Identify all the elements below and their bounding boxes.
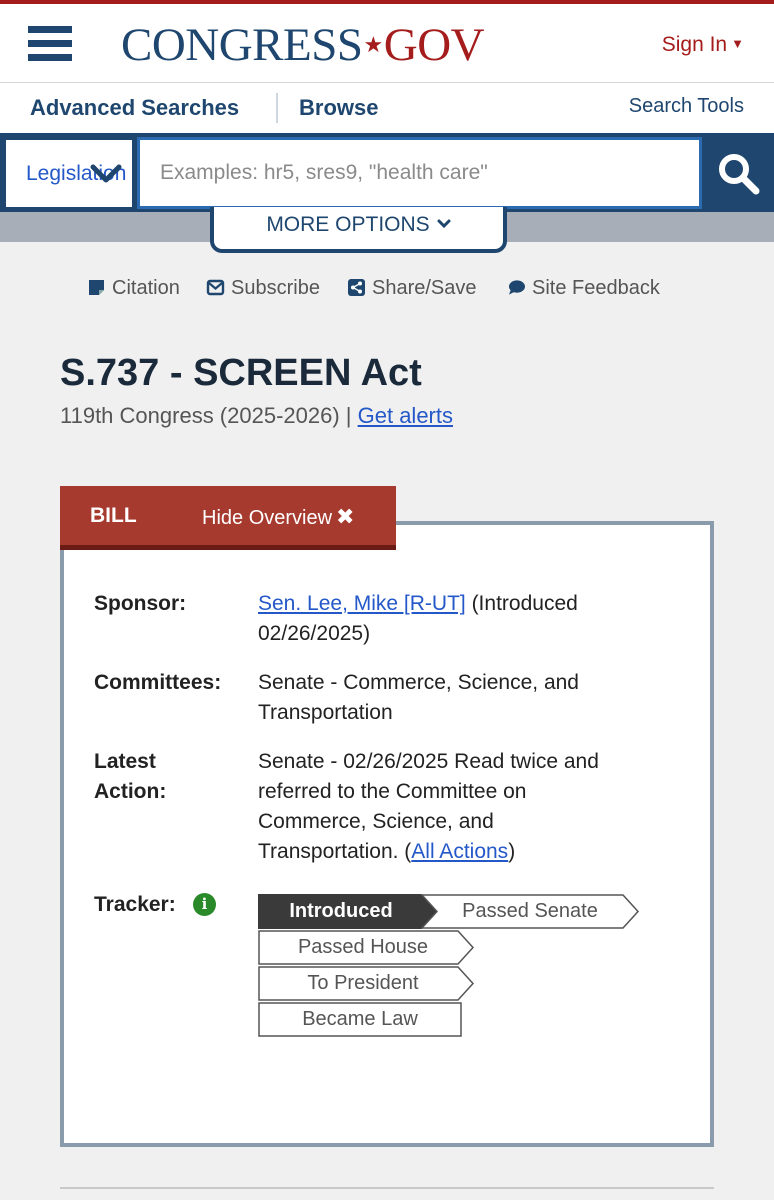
hide-overview-button[interactable]	[202, 504, 354, 530]
stage-to-president-label: To President	[307, 972, 419, 994]
citation-icon	[88, 279, 105, 296]
tracker-stage-became-law	[258, 1002, 462, 1037]
stage-introduced-label: Introduced	[289, 900, 393, 922]
tracker-stage-to-president	[258, 966, 478, 1001]
get-alerts-link[interactable]: Get alerts	[357, 403, 453, 428]
close-icon: ✖	[336, 504, 355, 529]
citation-link[interactable]	[88, 277, 180, 300]
latest-action-value	[258, 747, 678, 867]
chevron-down-icon	[437, 219, 451, 229]
comment-icon	[508, 279, 525, 296]
latest-action-label	[94, 747, 166, 807]
hide-overview-label: Hide Overview	[202, 507, 333, 529]
logo-gov: GOV	[383, 19, 485, 71]
bill-tab-label: BILL	[90, 504, 137, 527]
latest-close-paren: )	[508, 840, 516, 863]
tracker-label: Tracker:	[94, 893, 176, 916]
nav-divider	[276, 93, 278, 123]
committees-line-2: Transportation	[258, 701, 393, 724]
sub-navigation	[0, 83, 774, 133]
share-save-link[interactable]	[348, 277, 477, 300]
share-save-label: Share/Save	[372, 277, 477, 299]
top-header	[0, 0, 774, 83]
sponsor-label: Sponsor:	[94, 592, 187, 615]
logo-star: ★	[363, 32, 383, 57]
all-actions-link[interactable]: All Actions	[411, 840, 509, 863]
envelope-icon	[207, 279, 224, 296]
subtitle-separator: |	[339, 403, 358, 428]
more-options-label: MORE OPTIONS	[266, 213, 430, 236]
sign-in-button[interactable]	[662, 33, 744, 57]
site-feedback-link[interactable]	[508, 277, 660, 300]
sponsor-introduced: (Introduced	[465, 592, 578, 615]
committees-label: Committees:	[94, 671, 222, 694]
stage-became-law-label: Became Law	[302, 1008, 418, 1030]
info-icon[interactable]: i	[193, 893, 216, 916]
latest-line-1: Senate - 02/26/2025 Read twice and	[258, 750, 599, 773]
citation-label: Citation	[112, 277, 180, 299]
advanced-searches-link[interactable]: Advanced Searches	[30, 95, 240, 120]
logo-congress: CONGRESS	[121, 19, 363, 71]
share-icon	[348, 279, 365, 296]
overview-tab-bar	[60, 486, 396, 550]
search-scope-value: Legislation	[26, 162, 127, 185]
chevron-down-icon	[90, 164, 122, 184]
sponsor-value	[258, 589, 678, 649]
search-input[interactable]	[137, 137, 702, 209]
browse-link[interactable]: Browse	[299, 95, 379, 120]
sponsor-link[interactable]: Sen. Lee, Mike [R-UT]	[258, 592, 466, 615]
committees-line-1: Senate - Commerce, Science, and	[258, 671, 579, 694]
sign-in-label: Sign In	[661, 33, 728, 56]
tracker-stage-passed-senate	[421, 894, 641, 929]
more-options-button[interactable]	[210, 207, 507, 253]
stage-passed-house-label: Passed House	[297, 936, 429, 958]
search-scope-select[interactable]	[4, 138, 134, 209]
section-divider	[60, 1187, 714, 1189]
search-button[interactable]	[705, 137, 774, 209]
search-tools-link[interactable]: Search Tools	[628, 95, 744, 117]
tracker-stage-introduced	[258, 894, 438, 929]
site-feedback-label: Site Feedback	[532, 277, 660, 299]
page-title: S.737 - SCREEN Act	[60, 352, 422, 394]
latest-label-line-2: Action:	[94, 780, 167, 803]
latest-label-line-1: Latest	[94, 750, 156, 773]
latest-line-2: referred to the Committee on	[258, 780, 527, 803]
committees-value	[258, 668, 678, 728]
sponsor-date: 02/26/2025)	[258, 622, 371, 645]
search-icon	[716, 151, 762, 197]
utility-links	[0, 277, 774, 305]
subscribe-label: Subscribe	[231, 277, 320, 299]
congress-session: 119th Congress (2025-2026)	[60, 403, 340, 428]
tracker-stage-passed-house	[258, 930, 478, 965]
subscribe-link[interactable]	[207, 277, 320, 300]
latest-line-3: Commerce, Science, and	[258, 810, 494, 833]
latest-line-4: Transportation. (	[258, 840, 412, 863]
menu-icon[interactable]	[28, 26, 72, 66]
congress-subtitle	[60, 403, 453, 429]
stage-passed-senate-label: Passed Senate	[462, 900, 598, 922]
site-logo[interactable]	[121, 19, 484, 71]
caret-down-icon: ▼	[731, 36, 744, 51]
